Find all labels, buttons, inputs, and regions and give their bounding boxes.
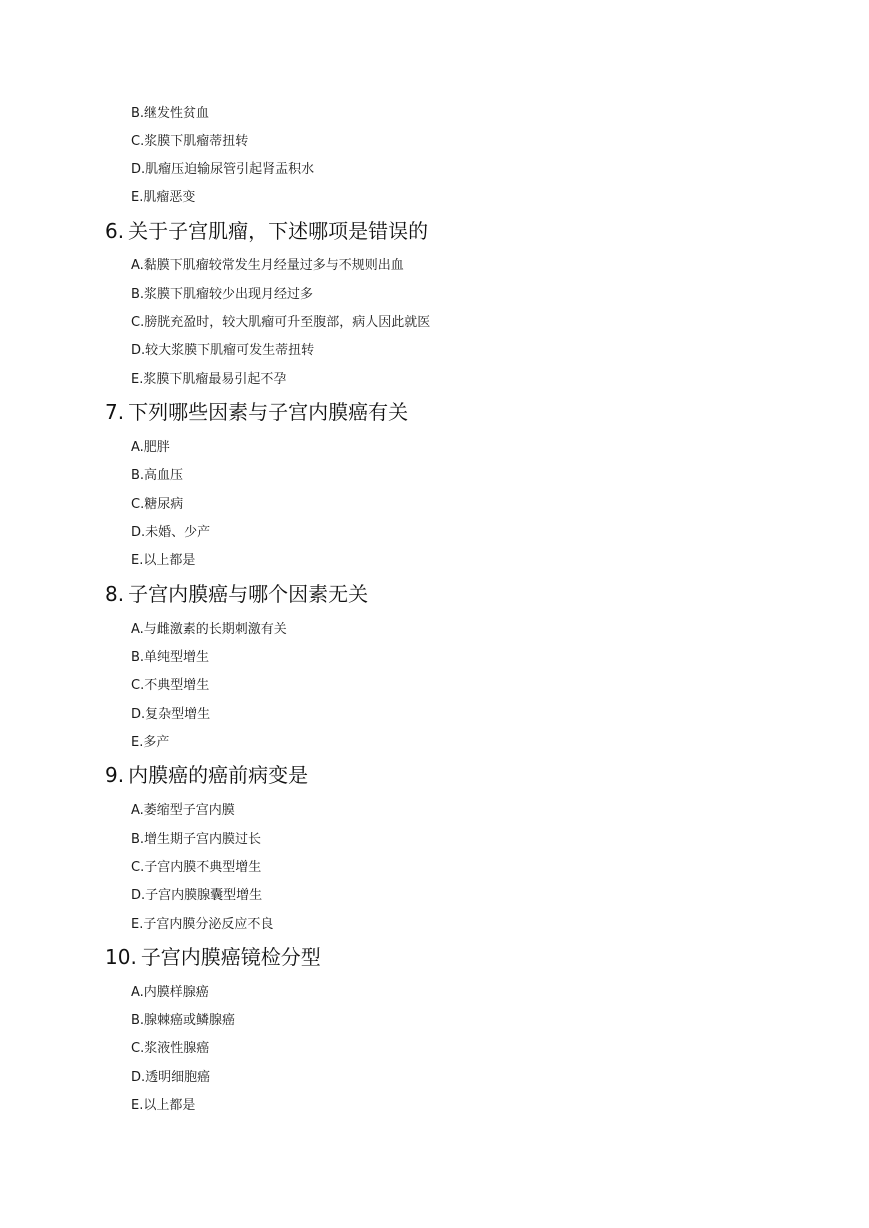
option-d: D.肌瘤压迫输尿管引起肾盂积水 bbox=[131, 162, 315, 177]
question-number: 7. bbox=[105, 400, 125, 424]
question-title bbox=[105, 400, 408, 424]
option-b: B.腺棘癌或鳞腺癌 bbox=[131, 1013, 236, 1028]
option-e: E.浆膜下肌瘤最易引起不孕 bbox=[131, 372, 287, 387]
question-text: 内膜癌的癌前病变是 bbox=[128, 763, 309, 787]
option-a: A.内膜样腺癌 bbox=[131, 985, 209, 1000]
question-number: 8. bbox=[105, 582, 125, 606]
question-text: 关于子宫肌瘤，下述哪项是错误的 bbox=[128, 219, 429, 243]
option-d: D.子宫内膜腺囊型增生 bbox=[131, 888, 263, 903]
option-b: B.高血压 bbox=[131, 468, 184, 483]
option-e: E.子宫内膜分泌反应不良 bbox=[131, 917, 274, 932]
option-c: C.子宫内膜不典型增生 bbox=[131, 860, 262, 875]
question-title bbox=[105, 582, 368, 606]
option-b: B.继发性贫血 bbox=[131, 106, 210, 121]
option-e: E.多产 bbox=[131, 735, 170, 750]
question-number: 9. bbox=[105, 763, 125, 787]
option-b: B.单纯型增生 bbox=[131, 650, 210, 665]
option-c: C.浆液性腺癌 bbox=[131, 1041, 210, 1056]
option-c: C.不典型增生 bbox=[131, 678, 210, 693]
option-b: B.增生期子宫内膜过长 bbox=[131, 832, 262, 847]
option-d: D.较大浆膜下肌瘤可发生蒂扭转 bbox=[131, 343, 315, 358]
question-number: 10. bbox=[105, 945, 137, 969]
option-e: E.肌瘤恶变 bbox=[131, 190, 196, 205]
question-title bbox=[105, 945, 321, 969]
option-b: B.浆膜下肌瘤较少出现月经过多 bbox=[131, 287, 314, 302]
option-d: D.透明细胞癌 bbox=[131, 1070, 211, 1085]
option-e: E.以上都是 bbox=[131, 1098, 196, 1113]
question-text: 子宫内膜癌与哪个因素无关 bbox=[128, 582, 369, 606]
option-c: C.膀胱充盈时，较大肌瘤可升至腹部，病人因此就医 bbox=[131, 315, 431, 330]
option-e: E.以上都是 bbox=[131, 553, 196, 568]
option-d: D.未婚、少产 bbox=[131, 525, 211, 540]
option-a: A.黏膜下肌瘤较常发生月经量过多与不规则出血 bbox=[131, 258, 404, 273]
option-c: C.糖尿病 bbox=[131, 497, 184, 512]
option-c: C.浆膜下肌瘤蒂扭转 bbox=[131, 134, 249, 149]
question-title bbox=[105, 219, 428, 243]
question-title bbox=[105, 763, 308, 787]
option-a: A.萎缩型子宫内膜 bbox=[131, 803, 235, 818]
option-a: A.与雌激素的长期刺激有关 bbox=[131, 622, 287, 637]
option-a: A.肥胖 bbox=[131, 440, 170, 455]
question-text: 下列哪些因素与子宫内膜癌有关 bbox=[128, 400, 409, 424]
option-d: D.复杂型增生 bbox=[131, 707, 211, 722]
question-text: 子宫内膜癌镜检分型 bbox=[140, 945, 321, 969]
question-number: 6. bbox=[105, 219, 125, 243]
